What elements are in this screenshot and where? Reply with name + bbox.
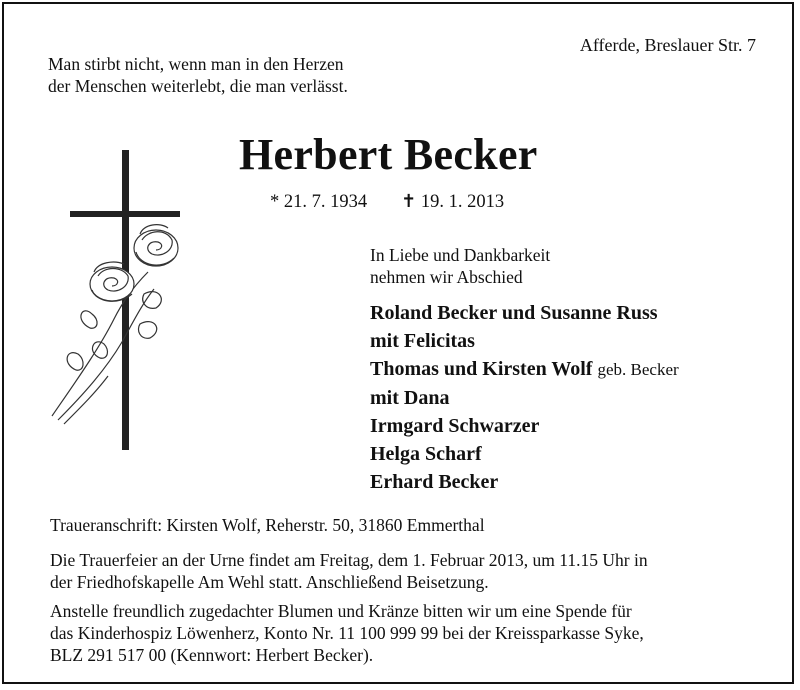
mourner-row (370, 468, 679, 496)
motto-line: der Menschen weiterlebt, die man verlässt. (48, 76, 348, 96)
funeral-service-info (50, 549, 648, 593)
maiden-name-note: geb. Becker (597, 360, 679, 379)
death-cross-icon: ✝ (401, 191, 417, 211)
mourner-name: Irmgard Schwarzer (370, 415, 540, 437)
leaf (81, 311, 97, 328)
mourner-name: mit Felicitas (370, 330, 475, 352)
mourners-list (370, 299, 679, 496)
address-line: Afferde, Breslauer Str. 7 (579, 35, 756, 55)
life-dates (270, 191, 504, 213)
cross-with-roses-icon (44, 144, 194, 464)
leaf (67, 353, 83, 371)
cross-horizontal-bar (70, 211, 180, 217)
leaf (138, 322, 156, 339)
donation-line: das Kinderhospiz Löwenherz, Konto Nr. 11 100 999 99 bei der Kreissparkasse Syke, (50, 623, 644, 643)
motto-quote (48, 53, 408, 97)
mourner-name: Helga Scharf (370, 443, 482, 465)
mourner-name: Roland Becker und Susanne Russ (370, 302, 658, 324)
farewell-intro (370, 244, 550, 288)
donation-request (50, 600, 644, 666)
intro-line: nehmen wir Abschied (370, 267, 523, 287)
rose-stem (58, 289, 154, 420)
donation-line: Anstelle freundlich zugedachter Blumen und Kränze bitten wir um eine Spende für (50, 601, 632, 621)
deceased-name: Herbert Becker (239, 130, 538, 179)
death-date: 19. 1. 2013 (420, 192, 505, 212)
service-line: der Friedhofskapelle Am Wehl statt. Anschließend Beisetzung. (50, 572, 489, 592)
birth-date: * 21. 7. 1934 (270, 192, 368, 212)
mourner-row (370, 384, 679, 412)
mourner-row (370, 440, 679, 468)
mourner-name: mit Dana (370, 387, 450, 409)
motto-line: Man stirbt nicht, wenn man in den Herzen (48, 54, 344, 74)
mourner-row (370, 327, 679, 355)
rose-stem (64, 376, 108, 424)
intro-line: In Liebe und Dankbarkeit (370, 245, 551, 265)
service-line: Die Trauerfeier an der Urne findet am Freitag, dem 1. Februar 2013, um 11.15 Uhr in (50, 550, 648, 570)
mourner-row (370, 355, 679, 384)
obituary-notice (2, 2, 794, 684)
mourner-name: Erhard Becker (370, 471, 499, 493)
mourner-row (370, 412, 679, 440)
mourner-name: Thomas und Kirsten Wolf (370, 358, 593, 380)
mourner-row (370, 299, 679, 327)
upper-rose (134, 225, 178, 266)
mourning-address: Traueranschrift: Kirsten Wolf, Reherstr. 50, 31860 Emmerthal (50, 515, 485, 535)
donation-line: BLZ 291 517 00 (Kennwort: Herbert Becker). (50, 645, 374, 665)
